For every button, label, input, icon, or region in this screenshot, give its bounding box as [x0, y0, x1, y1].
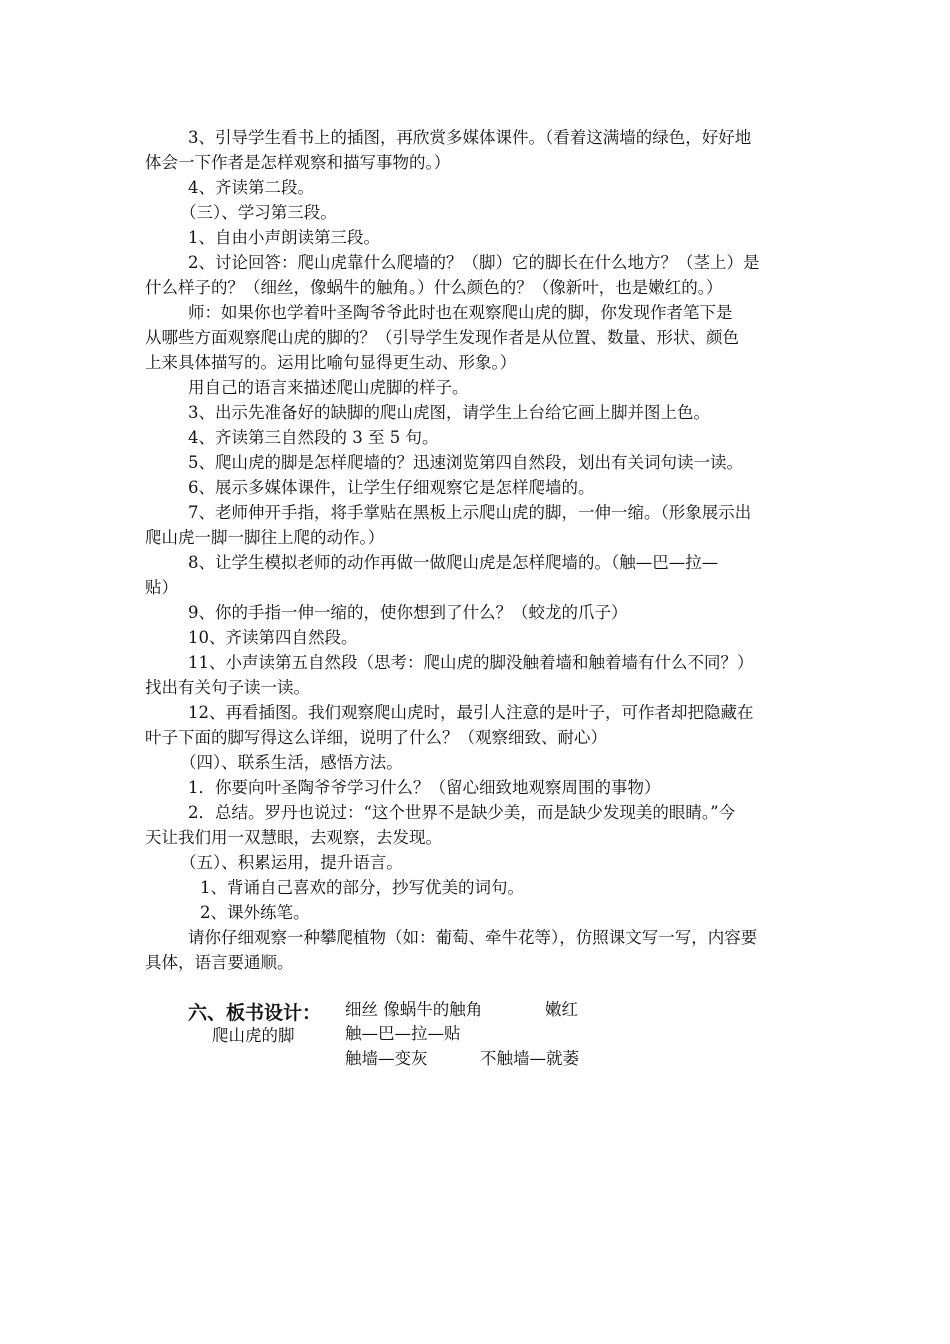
text-line: 从哪些方面观察爬山虎的脚的？（引导学生发现作者是从位置、数量、形状、颜色	[145, 328, 739, 347]
text-line: 2．总结。罗丹也说过：“这个世界不是缺少美，而是缺少发现美的眼睛。”今	[188, 803, 736, 822]
text-line: 爬山虎一脚一脚往上爬的动作。）	[145, 528, 385, 547]
section-heading-four: （四）、联系生活，感悟方法。	[180, 753, 403, 772]
board-row2-action: 触—巴—拉—贴	[345, 1024, 461, 1043]
text-line: 6、展示多媒体课件，让学生仔细观察它是怎样爬墙的。	[188, 478, 595, 497]
text-line: 3、出示先准备好的缺脚的爬山虎图，请学生上台给它画上脚并图上色。	[188, 403, 710, 422]
text-line: 12、再看插图。我们观察爬山虎时，最引人注意的是叶子，可作者却把隐藏在	[188, 703, 754, 722]
text-line: 用自己的语言来描述爬山虎脚的样子。	[188, 378, 469, 397]
board-row3-notouch: 不触墙—就萎	[480, 1049, 579, 1068]
text-line: 叶子下面的脚写得这么详细，说明了什么？（观察细致、耐心）	[145, 728, 607, 747]
text-line: 具体，语言要通顺。	[145, 953, 294, 972]
section-heading-five: （五）、积累运用，提升语言。	[180, 853, 403, 872]
text-line: 7、老师伸开手指，将手掌贴在黑板上示爬山虎的脚，一伸一缩。（形象展示出	[188, 503, 752, 522]
board-label: 爬山虎的脚	[212, 1026, 295, 1045]
text-line: 10、齐读第四自然段。	[188, 628, 358, 647]
text-line: 2、课外练笔。	[200, 903, 310, 922]
text-line: 5、爬山虎的脚是怎样爬墙的？迅速浏览第四自然段，划出有关词句读一读。	[188, 453, 743, 472]
text-line: 师：如果你也学着叶圣陶爷爷此时也在观察爬山虎的脚，你发现作者笔下是	[188, 303, 733, 322]
text-line: 4、齐读第二段。	[188, 178, 314, 197]
text-line: 1、背诵自己喜欢的部分，抄写优美的词句。	[200, 878, 524, 897]
section-heading-three: （三）、学习第三段。	[180, 203, 337, 222]
text-line: 1．你要向叶圣陶爷爷学习什么？（留心细致地观察周围的事物）	[188, 778, 661, 797]
text-line: 什么样子的？（细丝，像蜗牛的触角。）什么颜色的？（像新叶，也是嫩红的。）	[145, 278, 723, 297]
board-design-heading: 六、板书设计：	[188, 1002, 322, 1024]
text-line: 天让我们用一双慧眼，去观察，去发现。	[145, 828, 442, 847]
text-line: 1、自由小声朗读第三段。	[188, 228, 380, 247]
text-line: 体会一下作者是怎样观察和描写事物的。）	[145, 153, 451, 172]
text-line: 贴）	[145, 578, 178, 597]
board-row1-shape: 细丝 像蜗牛的触角	[345, 1000, 483, 1019]
board-row3-touch: 触墙—变灰	[345, 1049, 428, 1068]
text-line: 9、你的手指一伸一缩的，使你想到了什么？（蛟龙的爪子）	[188, 603, 628, 622]
text-line: 8、让学生模拟老师的动作再做一做爬山虎是怎样爬墙的。（触—巴—拉—	[188, 553, 719, 572]
board-row1-color: 嫩红	[545, 1000, 578, 1019]
text-line: 3、引导学生看书上的插图，再欣赏多媒体课件。（看着这满墙的绿色，好好地	[188, 128, 752, 147]
text-line: 4、齐读第三自然段的 3 至 5 句。	[188, 428, 439, 447]
text-line: 2、讨论回答：爬山虎靠什么爬墙的？（脚）它的脚长在什么地方？（茎上）是	[188, 253, 760, 272]
text-line: 11、小声读第五自然段（思考：爬山虎的脚没触着墙和触着墙有什么不同？）	[188, 653, 754, 672]
text-line: 找出有关句子读一读。	[145, 678, 310, 697]
text-line: 上来具体描写的。运用比喻句显得更生动、形象。）	[145, 353, 517, 372]
text-line: 请你仔细观察一种攀爬植物（如：葡萄、牵牛花等），仿照课文写一写，内容要	[188, 928, 758, 947]
